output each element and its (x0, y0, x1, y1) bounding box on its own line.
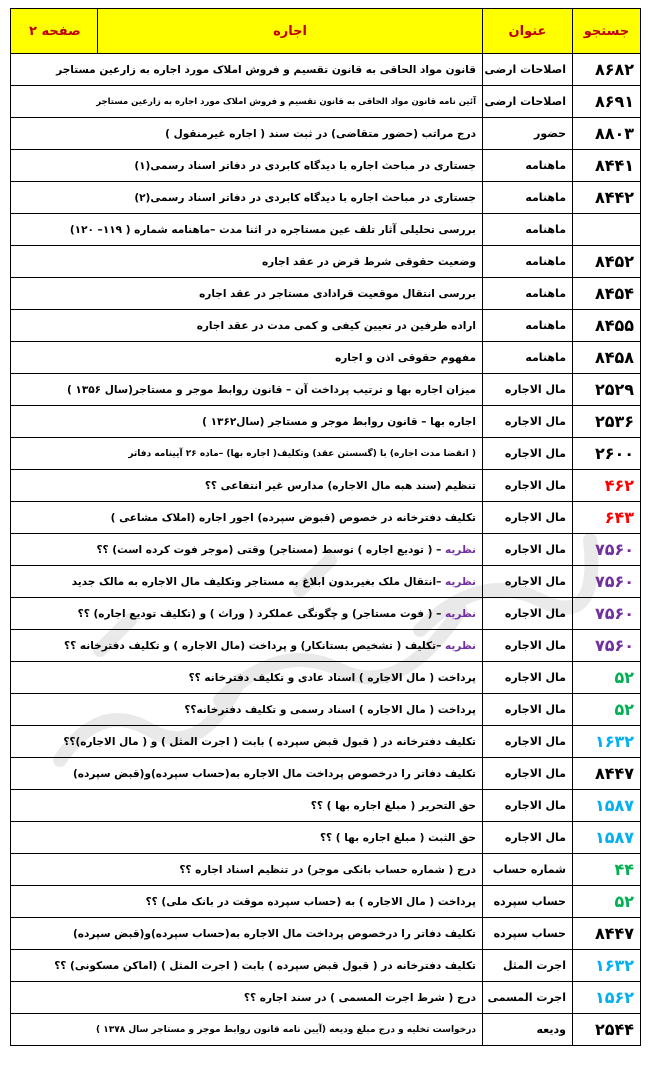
rent-description (11, 822, 483, 854)
topic-title: حساب سپرده (483, 886, 573, 918)
topic-title: مال الاجاره (483, 470, 573, 502)
table-row (11, 982, 641, 1014)
topic-title: اجرت المثل (483, 950, 573, 982)
search-number: ۱۶۳۲ (573, 726, 641, 758)
rent-description (11, 758, 483, 790)
search-number: ۸۶۹۱ (573, 86, 641, 118)
topic-title: ماهنامه (483, 342, 573, 374)
table-row (11, 694, 641, 726)
search-number: ۴۴ (573, 854, 641, 886)
search-number: ۴۶۲ (573, 470, 641, 502)
topic-title: مال الاجاره (483, 758, 573, 790)
opinion-tag: نظریه (444, 543, 476, 556)
description-text: اراده طرفین در تعیین کیفی و کمی مدت در عقد اجاره (196, 319, 476, 332)
rent-description (11, 854, 483, 886)
description-text: مفهوم حقوقی اذن و اجاره (335, 351, 476, 364)
description-text: درج ( شرط اجرت المسمی ) در سند اجاره ؟؟ (243, 991, 476, 1004)
table-row (11, 1014, 641, 1046)
header-title: عنوان (483, 9, 573, 54)
table-row (11, 854, 641, 886)
description-text: –انتقال ملک بغیربدون ابلاغ به مستاجر وتکلیف مال الاجاره به مالک جدید (71, 575, 445, 588)
header-rent: اجاره (98, 9, 483, 54)
topic-title: مال الاجاره (483, 598, 573, 630)
topic-title: مال الاجاره (483, 406, 573, 438)
header-search: جستجو (573, 9, 641, 54)
topic-title: مال الاجاره (483, 662, 573, 694)
topic-title: مال الاجاره (483, 438, 573, 470)
search-number: ۸۴۴۷ (573, 918, 641, 950)
topic-title: حضور (483, 118, 573, 150)
table-row (11, 598, 641, 630)
topic-title: مال الاجاره (483, 822, 573, 854)
topic-title: اصلاحات ارضی (483, 86, 573, 118)
search-number: ۲۵۲۹ (573, 374, 641, 406)
rent-index-table (10, 8, 641, 1046)
table-row (11, 502, 641, 534)
description-text: جستاری در مباحث اجاره با دیدگاه کابردی در دفاتر اسناد رسمی(۱) (134, 159, 476, 172)
table-row (11, 310, 641, 342)
rent-description (11, 342, 483, 374)
topic-title: مال الاجاره (483, 566, 573, 598)
topic-title: مال الاجاره (483, 374, 573, 406)
search-number (573, 214, 641, 246)
table-row (11, 886, 641, 918)
rent-description (11, 950, 483, 982)
search-number: ۵۲ (573, 662, 641, 694)
table-row (11, 950, 641, 982)
rent-description (11, 54, 483, 86)
description-text: درخواست تخلیه و درج مبلغ ودیعه (آیین نامه قانون روابط موجر و مستاجر سال ۱۳۷۸ ) (95, 1024, 476, 1035)
description-text: – ( فوت مستاجر) و چگونگی عملکرد ( وراث ) و (تکلیف تودیع اجاره) ؟؟ (77, 607, 445, 620)
search-number: ۵۲ (573, 694, 641, 726)
topic-title: ماهنامه (483, 214, 573, 246)
topic-title: مال الاجاره (483, 694, 573, 726)
search-number: ۸۴۵۲ (573, 246, 641, 278)
topic-title: ماهنامه (483, 310, 573, 342)
topic-title: حساب سپرده (483, 918, 573, 950)
description-text: پرداخت ( مال الاجاره ) اسناد رسمی و تکلیف دفترخانه؟؟ (184, 703, 476, 716)
topic-title: اجرت المسمی (483, 982, 573, 1014)
table-row (11, 470, 641, 502)
description-text: درج مراتب (حضور متقاضی) در ثبت سند ( اجاره غیرمنقول ) (165, 127, 476, 140)
description-text: درج ( شماره حساب بانکی موجر) در تنظیم اسناد اجاره ؟؟ (179, 863, 476, 876)
description-text: تکلیف دفترخانه در خصوص (قبوض سپرده) اجور اجاره (املاک مشاعی ) (110, 511, 476, 524)
search-number: ۸۴۵۵ (573, 310, 641, 342)
topic-title: مال الاجاره (483, 502, 573, 534)
table-row (11, 758, 641, 790)
topic-title: ماهنامه (483, 182, 573, 214)
search-number: ۸۸۰۳ (573, 118, 641, 150)
table-row (11, 534, 641, 566)
search-number: ۸۴۴۷ (573, 758, 641, 790)
description-text: بررسی تحلیلی آثار تلف عین مستاجره در اثنا مدت –ماهنامه شماره ( ۱۱۹– ۱۲۰) (69, 223, 476, 236)
description-text: میزان اجاره بها و ترتیب پرداخت آن – قانون روابط موجر و مستاجر(سال ۱۳۵۶ ) (66, 383, 476, 396)
rent-description (11, 438, 483, 470)
search-number: ۷۵۶۰ (573, 566, 641, 598)
rent-description (11, 534, 483, 566)
search-number: ۸۴۴۱ (573, 150, 641, 182)
table-row (11, 278, 641, 310)
table-row (11, 374, 641, 406)
rent-description (11, 470, 483, 502)
search-number: ۲۵۴۴ (573, 1014, 641, 1046)
rent-description (11, 662, 483, 694)
table-row (11, 662, 641, 694)
description-text: تکلیف دفترخانه در ( قبول قبض سپرده ) بابت ( اجرت المثل ) (اماکن مسکونی) ؟؟ (54, 959, 476, 972)
rent-description (11, 406, 483, 438)
search-number: ۸۴۵۸ (573, 342, 641, 374)
description-text: بررسی انتقال موقعیت قرادادی مستاجر در عقد اجاره (199, 287, 476, 300)
table-row (11, 150, 641, 182)
rent-description (11, 598, 483, 630)
description-text: تکلیف دفاتر را درخصوص پرداخت مال الاجاره به(حساب سپرده)و(قبض سپرده) (73, 767, 476, 780)
topic-title: مال الاجاره (483, 726, 573, 758)
search-number: ۱۵۸۷ (573, 790, 641, 822)
description-text: تکلیف دفترخانه در ( قبول قبض سپرده ) بابت ( اجرت المثل ) و ( مال الاجاره)؟؟ (63, 735, 476, 748)
topic-title: مال الاجاره (483, 790, 573, 822)
description-text: اجاره بها – قانون روابط موجر و مستاجر (سال۱۳۶۲ ) (202, 415, 476, 428)
description-text: آئین نامه قانون مواد الحاقی به قانون تقسیم و فروش املاک مورد اجاره به زارعین مستاجر (96, 96, 476, 107)
table-row (11, 246, 641, 278)
table-row (11, 630, 641, 662)
description-text: پرداخت ( مال الاجاره ) اسناد عادی و تکلیف دفترخانه ؟؟ (188, 671, 476, 684)
search-number: ۵۲ (573, 886, 641, 918)
table-row (11, 214, 641, 246)
topic-title: شماره حساب (483, 854, 573, 886)
opinion-tag: نظریه (444, 639, 476, 652)
table-row (11, 822, 641, 854)
table-body (11, 54, 641, 1046)
table-row (11, 342, 641, 374)
topic-title: ماهنامه (483, 278, 573, 310)
table-row (11, 406, 641, 438)
rent-description (11, 886, 483, 918)
header-row (11, 9, 641, 54)
rent-description (11, 566, 483, 598)
search-number: ۲۶۰۰ (573, 438, 641, 470)
rent-description (11, 214, 483, 246)
rent-description (11, 182, 483, 214)
rent-description (11, 982, 483, 1014)
table-row (11, 54, 641, 86)
rent-description (11, 694, 483, 726)
description-text: – ( تودیع اجاره ) توسط (مستاجر) وقتی (موجر فوت کرده است) ؟؟ (96, 543, 445, 556)
opinion-tag: نظریه (444, 575, 476, 588)
search-number: ۸۴۴۲ (573, 182, 641, 214)
rent-description (11, 246, 483, 278)
description-text: ( انقضا مدت اجاره) با (گسستن عقد) وتکلیف( اجاره بها) –ماده ۲۶ آیینامه دفاتر (128, 448, 476, 459)
rent-description (11, 918, 483, 950)
rent-description (11, 118, 483, 150)
rent-description (11, 502, 483, 534)
rent-description (11, 726, 483, 758)
topic-title: ودیعه (483, 1014, 573, 1046)
search-number: ۲۵۳۶ (573, 406, 641, 438)
rent-description (11, 374, 483, 406)
table-row (11, 918, 641, 950)
table-row (11, 182, 641, 214)
table-row (11, 86, 641, 118)
topic-title: اصلاحات ارضی (483, 54, 573, 86)
topic-title: مال الاجاره (483, 630, 573, 662)
description-text: حق الثبت ( مبلغ اجاره بها ) ؟؟ (319, 831, 476, 844)
search-number: ۷۵۶۰ (573, 630, 641, 662)
topic-title: مال الاجاره (483, 534, 573, 566)
topic-title: ماهنامه (483, 150, 573, 182)
rent-description (11, 630, 483, 662)
search-number: ۱۵۶۲ (573, 982, 641, 1014)
description-text: تنظیم (سند هبه مال الاجاره) مدارس غیر انتفاعی ؟؟ (204, 479, 476, 492)
description-text: –تکلیف ( تشخیص بستانکار) و پرداخت (مال الاجاره ) و تکلیف دفترخانه ؟؟ (64, 639, 445, 652)
topic-title: ماهنامه (483, 246, 573, 278)
table-row (11, 790, 641, 822)
opinion-tag: نظریه (444, 607, 476, 620)
rent-description (11, 86, 483, 118)
description-text: جستاری در مباحث اجاره با دیدگاه کابردی در دفاتر اسناد رسمی(۲) (134, 191, 476, 204)
search-number: ۱۶۳۲ (573, 950, 641, 982)
search-number: ۸۴۵۴ (573, 278, 641, 310)
rent-description (11, 1014, 483, 1046)
description-text: قانون مواد الحاقی به قانون تقسیم و فروش املاک مورد اجاره به زارعین مستاجر (56, 63, 476, 76)
table-row (11, 118, 641, 150)
rent-description (11, 278, 483, 310)
description-text: تکلیف دفاتر را درخصوص پرداخت مال الاجاره به(حساب سپرده)و(قبض سپرده) (73, 927, 476, 940)
search-number: ۶۴۳ (573, 502, 641, 534)
header-page: صفحه ۲ (11, 9, 98, 54)
search-number: ۱۵۸۷ (573, 822, 641, 854)
rent-description (11, 310, 483, 342)
search-number: ۷۵۶۰ (573, 598, 641, 630)
table-row (11, 726, 641, 758)
description-text: وضعیت حقوقی شرط قرض در عقد اجاره (261, 255, 476, 268)
description-text: پرداخت ( مال الاجاره ) به (حساب سپرده موقت در بانک ملی) ؟؟ (145, 895, 476, 908)
description-text: حق التحریر ( مبلغ اجاره بها ) ؟؟ (310, 799, 476, 812)
rent-description (11, 790, 483, 822)
search-number: ۷۵۶۰ (573, 534, 641, 566)
search-number: ۸۶۸۲ (573, 54, 641, 86)
table-row (11, 438, 641, 470)
table-row (11, 566, 641, 598)
rent-description (11, 150, 483, 182)
